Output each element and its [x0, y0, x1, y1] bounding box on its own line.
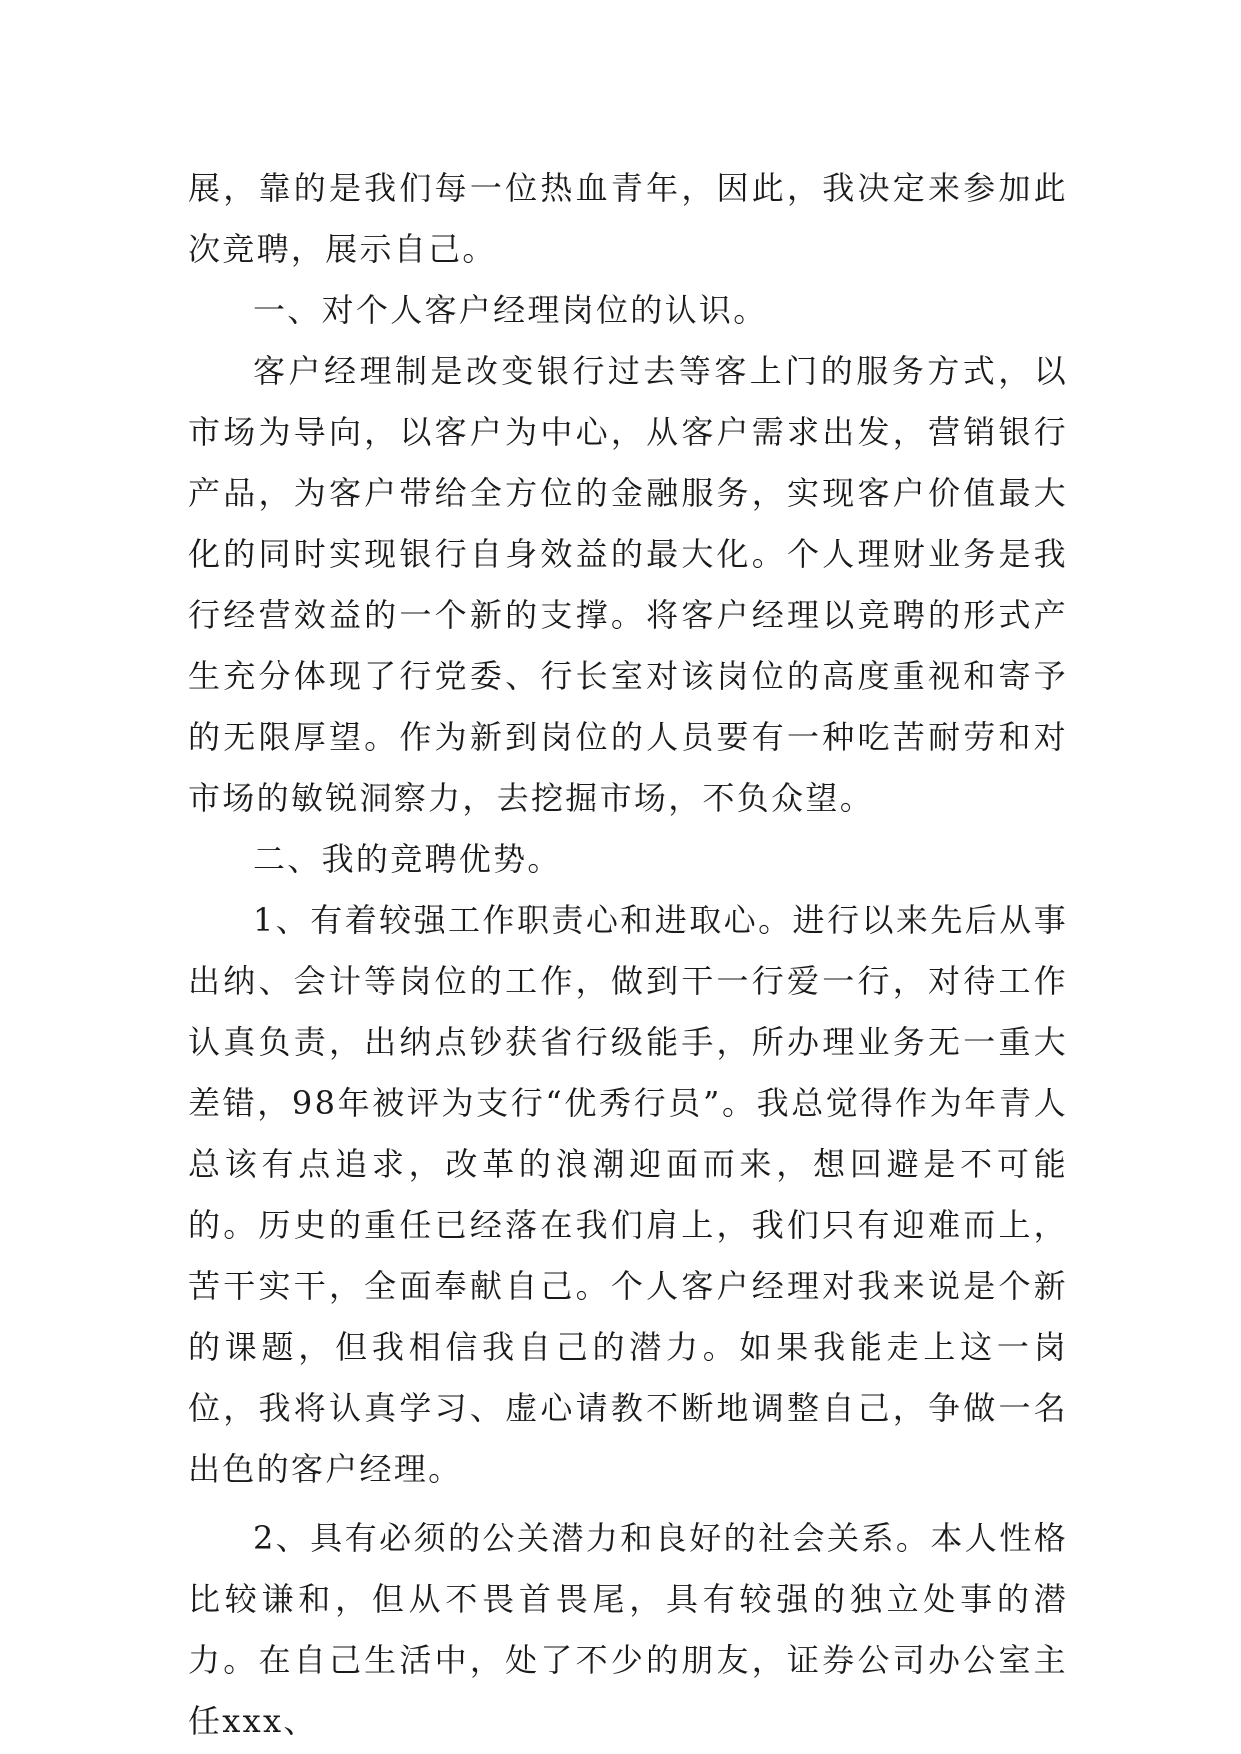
section-heading-2: 二、我的竞聘优势。	[253, 840, 562, 878]
paragraph-continuation: 展，靠的是我们每一位热血青年，因此，我决定来参加此次竞聘，展示自己。	[188, 169, 1068, 268]
paragraph-advantage-1: 1、有着较强工作职责心和进取心。进行以来先后从事出纳、会计等岗位的工作，做到干一行爱一行，对待工作认真负责，出纳点钞获省行级能手，所办理业务无一重大差错，98年被评为支行“优秀行员”。我总觉得作为年青人总该有点追求，改革的浪潮迎面而来，想回避是不可能的。历史的重任已经落在我们肩上，我们只有迎难而上，苦干实干，全面奉献自己。个人客户经理对我来说是个新的课题，但我相信我自己的潜力。如果我能走上这一岗位，我将认真学习、虚心请教不断地调整自己，争做一名出色的客户经理。	[188, 901, 1068, 1488]
paragraph-advantage-2: 2、具有必须的公关潜力和良好的社会关系。本人性格比较谦和，但从不畏首畏尾，具有较强的独立处事的潜力。在自己生活中，处了不少的朋友，证券公司办公室主任xxx、	[188, 1519, 1068, 1740]
section-heading-1: 一、对个人客户经理岗位的认识。	[253, 291, 768, 329]
paragraph-role-understanding: 客户经理制是改变银行过去等客上门的服务方式，以市场为导向，以客户为中心，从客户需求出发，营销银行产品，为客户带给全方位的金融服务，实现客户价值最大化的同时实现银行自身效益的最大化。个人理财业务是我行经营效益的一个新的支撑。将客户经理以竞聘的形式产生充分体现了行党委、行长室对该岗位的高度重视和寄予的无限厚望。作为新到岗位的人员要有一种吃苦耐劳和对市场的敏锐洞察力，去挖掘市场，不负众望。	[188, 352, 1068, 817]
document-body	[188, 158, 1068, 1752]
